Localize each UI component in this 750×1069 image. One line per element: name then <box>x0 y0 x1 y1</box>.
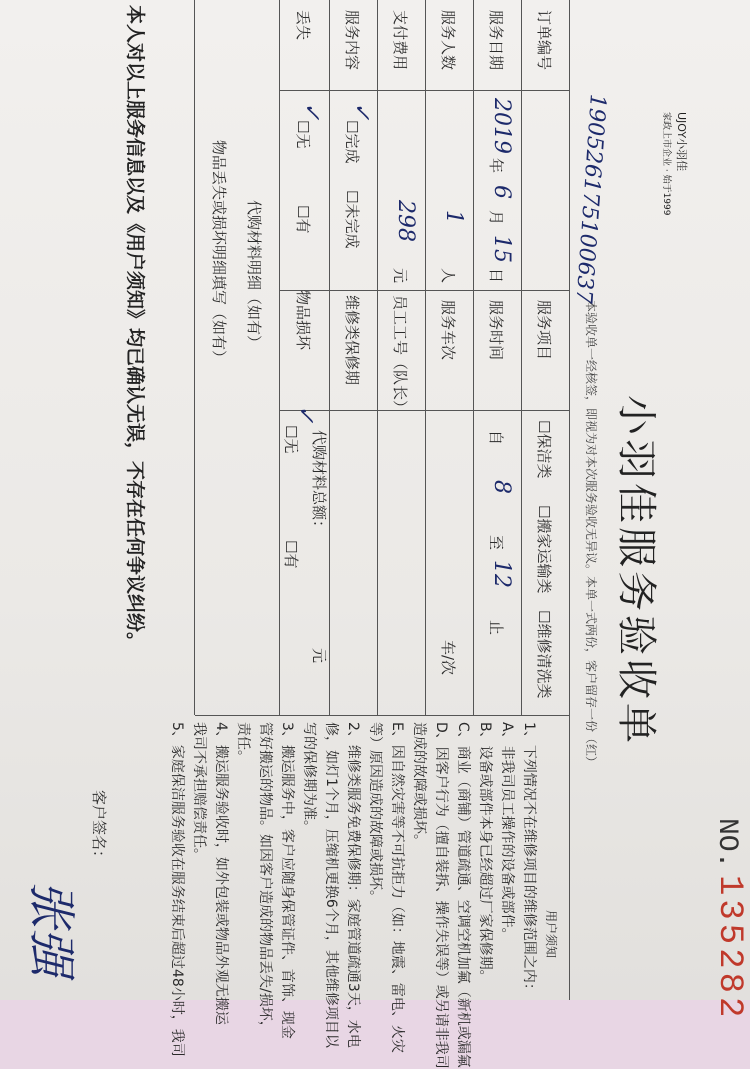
confirmation-statement: 本人对以上服务信息以及《用户须知》均已确认无误，不存在任何争议纠纷。 <box>124 5 146 652</box>
label-loss-detail: 物品丢失或损坏明细填写（如有） <box>210 140 228 366</box>
serial-label: NO. <box>711 818 742 869</box>
notice-line-17: 5、家庭保洁服务验收在服务结束后超过48小时，我司 <box>169 722 185 1057</box>
label-from: 自 <box>487 430 505 446</box>
label-service-time: 服务时间 <box>487 300 505 361</box>
table-line <box>280 290 570 291</box>
notice-line-13: 管好搬运的物品。如因客户造成的物品丢失/损坏， <box>257 722 273 1035</box>
hw-check-damage-none: ✓ <box>293 405 318 424</box>
table-line <box>280 410 570 411</box>
hw-year: 2019 <box>489 98 514 154</box>
notice-line-2: A、非我司员工操作的设备或部件。 <box>499 722 515 942</box>
hw-month: 6 <box>489 185 514 199</box>
table-line <box>473 0 474 715</box>
hw-check-loss-none: ✓ <box>299 102 324 121</box>
label-purchase-total: 代购材料总额： <box>310 430 328 536</box>
notice-title: 用户须知 <box>544 910 558 959</box>
label-service-item: 服务项目 <box>535 300 553 361</box>
label-content: 服务内容 <box>343 10 361 71</box>
label-trip-unit: 车/次 <box>439 640 457 676</box>
hw-check-done: ✓ <box>349 102 374 121</box>
company-logo <box>661 112 690 216</box>
table-line <box>279 0 280 715</box>
hw-people: 1 <box>441 210 466 224</box>
hw-day: 15 <box>489 235 514 263</box>
label-service-people: 服务人数 <box>439 10 457 71</box>
label-damage: 物品损坏 <box>294 290 312 351</box>
option-loss-has[interactable]: ☐有 <box>294 205 312 234</box>
option-moving[interactable]: ☐搬家运输类 <box>535 505 553 594</box>
notice-line-3: B、设备或部件本身已经超过厂家保修期。 <box>477 722 493 984</box>
notice-line-4: C、商业（商铺）管道疏通、空调空机加氟（新机或漏氟 <box>455 722 471 1068</box>
table-line <box>569 0 570 715</box>
notice-line-7: E、因自然灾害等不可抗拒力（如：地震、雷电、火灾 <box>389 722 405 1053</box>
label-yuan: 元 <box>391 268 409 284</box>
form-title: 小羽佳服务验收单 <box>613 395 659 747</box>
notice-line-15: 4、搬运服务验收时，如外包装或物品外观无搬运 <box>213 722 229 1025</box>
serial-number: 135282 <box>710 875 748 1022</box>
user-notice <box>166 722 540 1069</box>
label-year: 年 <box>487 158 505 174</box>
notice-line <box>569 715 570 1000</box>
table-line <box>521 0 522 715</box>
label-repair-warranty: 维修类保修期 <box>343 295 361 386</box>
label-day: 日 <box>487 268 505 284</box>
label-pay: 支付费用 <box>391 10 409 71</box>
option-damage-none[interactable]: ☐无 <box>282 425 300 454</box>
label-total-yuan: 元 <box>310 648 328 664</box>
table-line <box>329 0 330 715</box>
logo-text: UJOY小羽佳 <box>675 112 688 172</box>
order-number-handwritten: 190526175100637 <box>570 93 610 305</box>
option-loss-none[interactable]: ☐无 <box>294 120 312 149</box>
customer-sign-label: 客户签名： <box>90 790 108 866</box>
form-subheading: 本验收单一经核签，即视为对本次服务验收无异议。本单一式两份，客户留存一份（红） <box>584 300 598 769</box>
label-person-unit: 人 <box>439 268 457 284</box>
notice-line-12: 3、搬运服务中，客户应随身保管证件、首饰、现金 <box>279 722 295 1039</box>
label-service-trips: 服务车次 <box>439 300 457 361</box>
hw-time-from: 8 <box>489 480 514 494</box>
hw-time-to: 12 <box>489 560 514 588</box>
notice-line-5: D、因客户行为（擅自装拆、操作失误等）或另请非我司 <box>433 722 449 1069</box>
hw-fee: 298 <box>393 200 418 242</box>
customer-signature: 张强 <box>23 880 79 977</box>
table-line <box>280 90 570 91</box>
table-line <box>195 715 570 716</box>
label-order-no: 订单编号 <box>535 10 553 71</box>
notice-line-14: 责任。 <box>235 722 251 764</box>
label-to: 至 <box>487 535 505 551</box>
table-line <box>194 0 195 715</box>
option-done[interactable]: ☐完成 <box>343 120 361 164</box>
option-cleaning[interactable]: ☐保洁类 <box>535 420 553 479</box>
option-not-done[interactable]: ☐未完成 <box>343 190 361 249</box>
option-repair[interactable]: ☐维修清洗类 <box>535 610 553 699</box>
label-end: 止 <box>487 620 505 636</box>
table-line <box>425 0 426 715</box>
table-line <box>377 0 378 715</box>
label-purchase-detail: 代购材料明细（如有） <box>245 200 263 351</box>
notice-line-6: 造成的故障或损坏。 <box>411 722 427 848</box>
label-service-date: 服务日期 <box>487 10 505 71</box>
logo-tagline: 家政上市企业 · 始于1999 <box>661 112 671 216</box>
option-damage-has[interactable]: ☐有 <box>282 540 300 569</box>
label-staff-no: 员工工号（队长） <box>391 295 409 416</box>
label-month: 月 <box>487 210 505 226</box>
notice-line-10: 修，如灯1个月，压缩机更换6个月，其他维修项目以 <box>323 722 339 1048</box>
notice-line-11: 写的保修期为准。 <box>301 722 317 834</box>
notice-line-9: 2、维修类服务免费保修期：家庭管道疏通3天，水电 <box>345 722 361 1048</box>
notice-line-16: 我司不承担赔偿责任。 <box>191 722 207 862</box>
notice-line-8: 等）原因造成的故障或损坏。 <box>367 722 383 904</box>
label-loss: 丢失 <box>294 10 312 41</box>
notice-line-1: 1、下列情况不在维修项目的维修范围之内： <box>521 722 537 997</box>
